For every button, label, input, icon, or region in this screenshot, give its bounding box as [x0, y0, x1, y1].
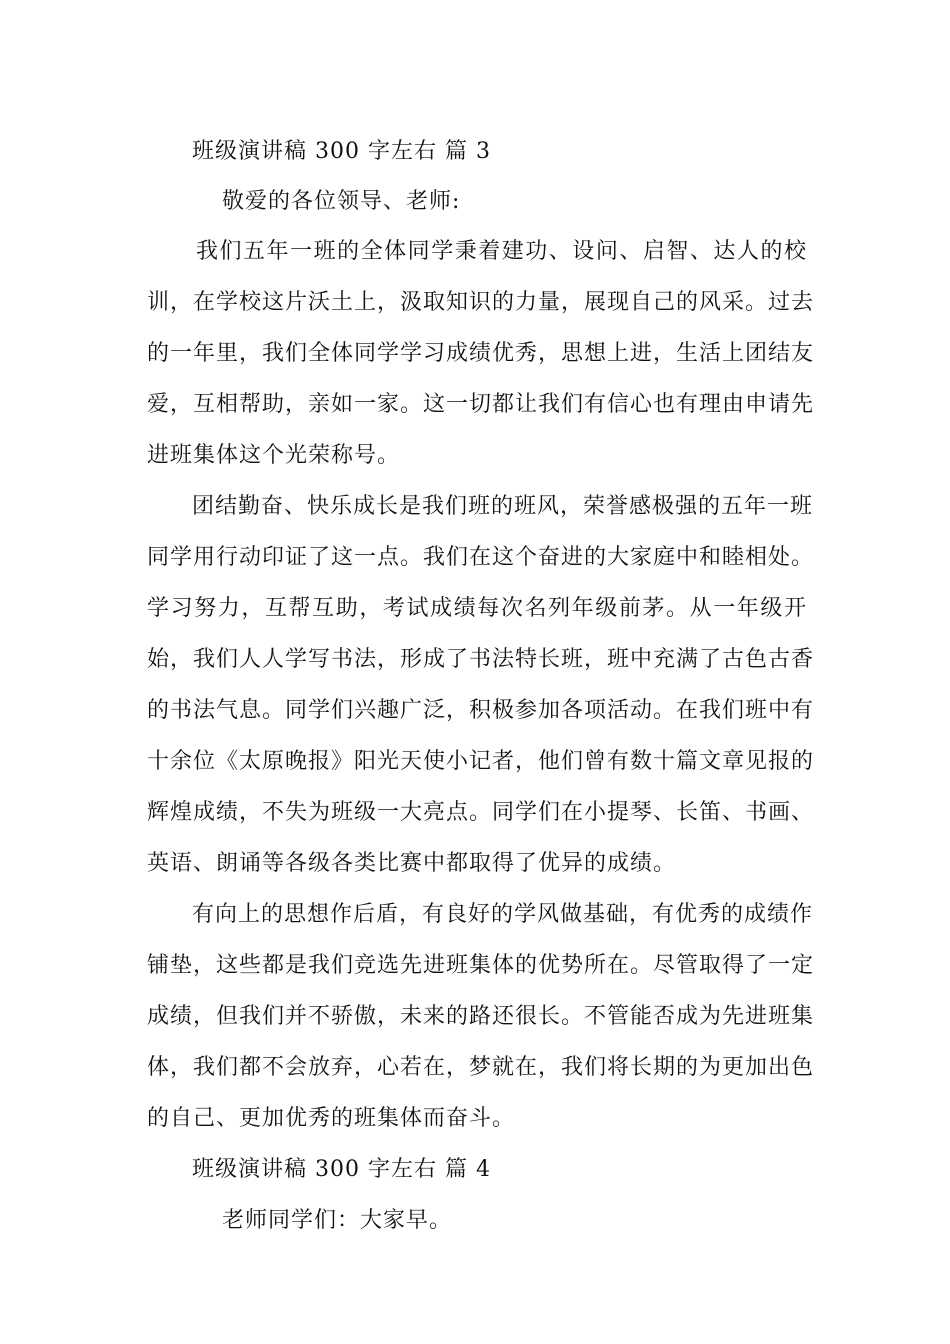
paragraph-line: 成绩，但我们并不骄傲，未来的路还很长。不管能否成为先进班集	[147, 1004, 815, 1029]
paragraph-line: 始，我们人人学写书法，形成了书法特长班，班中充满了古色古香	[147, 647, 815, 672]
salutation: 老师同学们：大家早。	[222, 1208, 453, 1233]
paragraph-line: 我们五年一班的全体同学秉着建功、设问、启智、达人的校	[196, 239, 807, 264]
paragraph-line: 同学用行动印证了这一点。我们在这个奋进的大家庭中和睦相处。	[147, 545, 815, 570]
paragraph-line: 辉煌成绩，不失为班级一大亮点。同学们在小提琴、长笛、书画、	[147, 800, 815, 825]
salutation: 敬爱的各位领导、老师:	[222, 189, 461, 214]
paragraph-line: 学习努力，互帮互助，考试成绩每次名列年级前茅。从一年级开	[147, 596, 807, 621]
section-heading: 班级演讲稿 300 字左右 篇 4	[192, 1157, 491, 1182]
paragraph-line: 团结勤奋、快乐成长是我们班的班风，荣誉感极强的五年一班	[192, 494, 814, 519]
paragraph-line: 训，在学校这片沃土上，汲取知识的力量，展现自己的风采。过去	[147, 290, 815, 315]
paragraph-line: 体，我们都不会放弃，心若在，梦就在，我们将长期的为更加出色	[147, 1055, 815, 1080]
paragraph-line: 铺垫，这些都是我们竞选先进班集体的优势所在。尽管取得了一定	[147, 953, 815, 978]
paragraph-line: 有向上的思想作后盾，有良好的学风做基础，有优秀的成绩作	[192, 902, 814, 927]
section-heading: 班级演讲稿 300 字左右 篇 3	[192, 139, 491, 164]
paragraph-line: 的书法气息。同学们兴趣广泛，积极参加各项活动。在我们班中有	[147, 698, 815, 723]
paragraph-line: 的自己、更加优秀的班集体而奋斗。	[147, 1106, 516, 1131]
paragraph-line: 英语、朗诵等各级各类比赛中都取得了优异的成绩。	[147, 851, 677, 876]
paragraph-line: 进班集体这个光荣称号。	[147, 443, 401, 468]
paragraph-line: 的一年里，我们全体同学学习成绩优秀，思想上进，生活上团结友	[147, 341, 815, 366]
paragraph-line: 十余位《太原晚报》阳光天使小记者，他们曾有数十篇文章见报的	[147, 749, 815, 774]
paragraph-line: 爱，互相帮助，亲如一家。这一切都让我们有信心也有理由申请先	[147, 392, 815, 417]
